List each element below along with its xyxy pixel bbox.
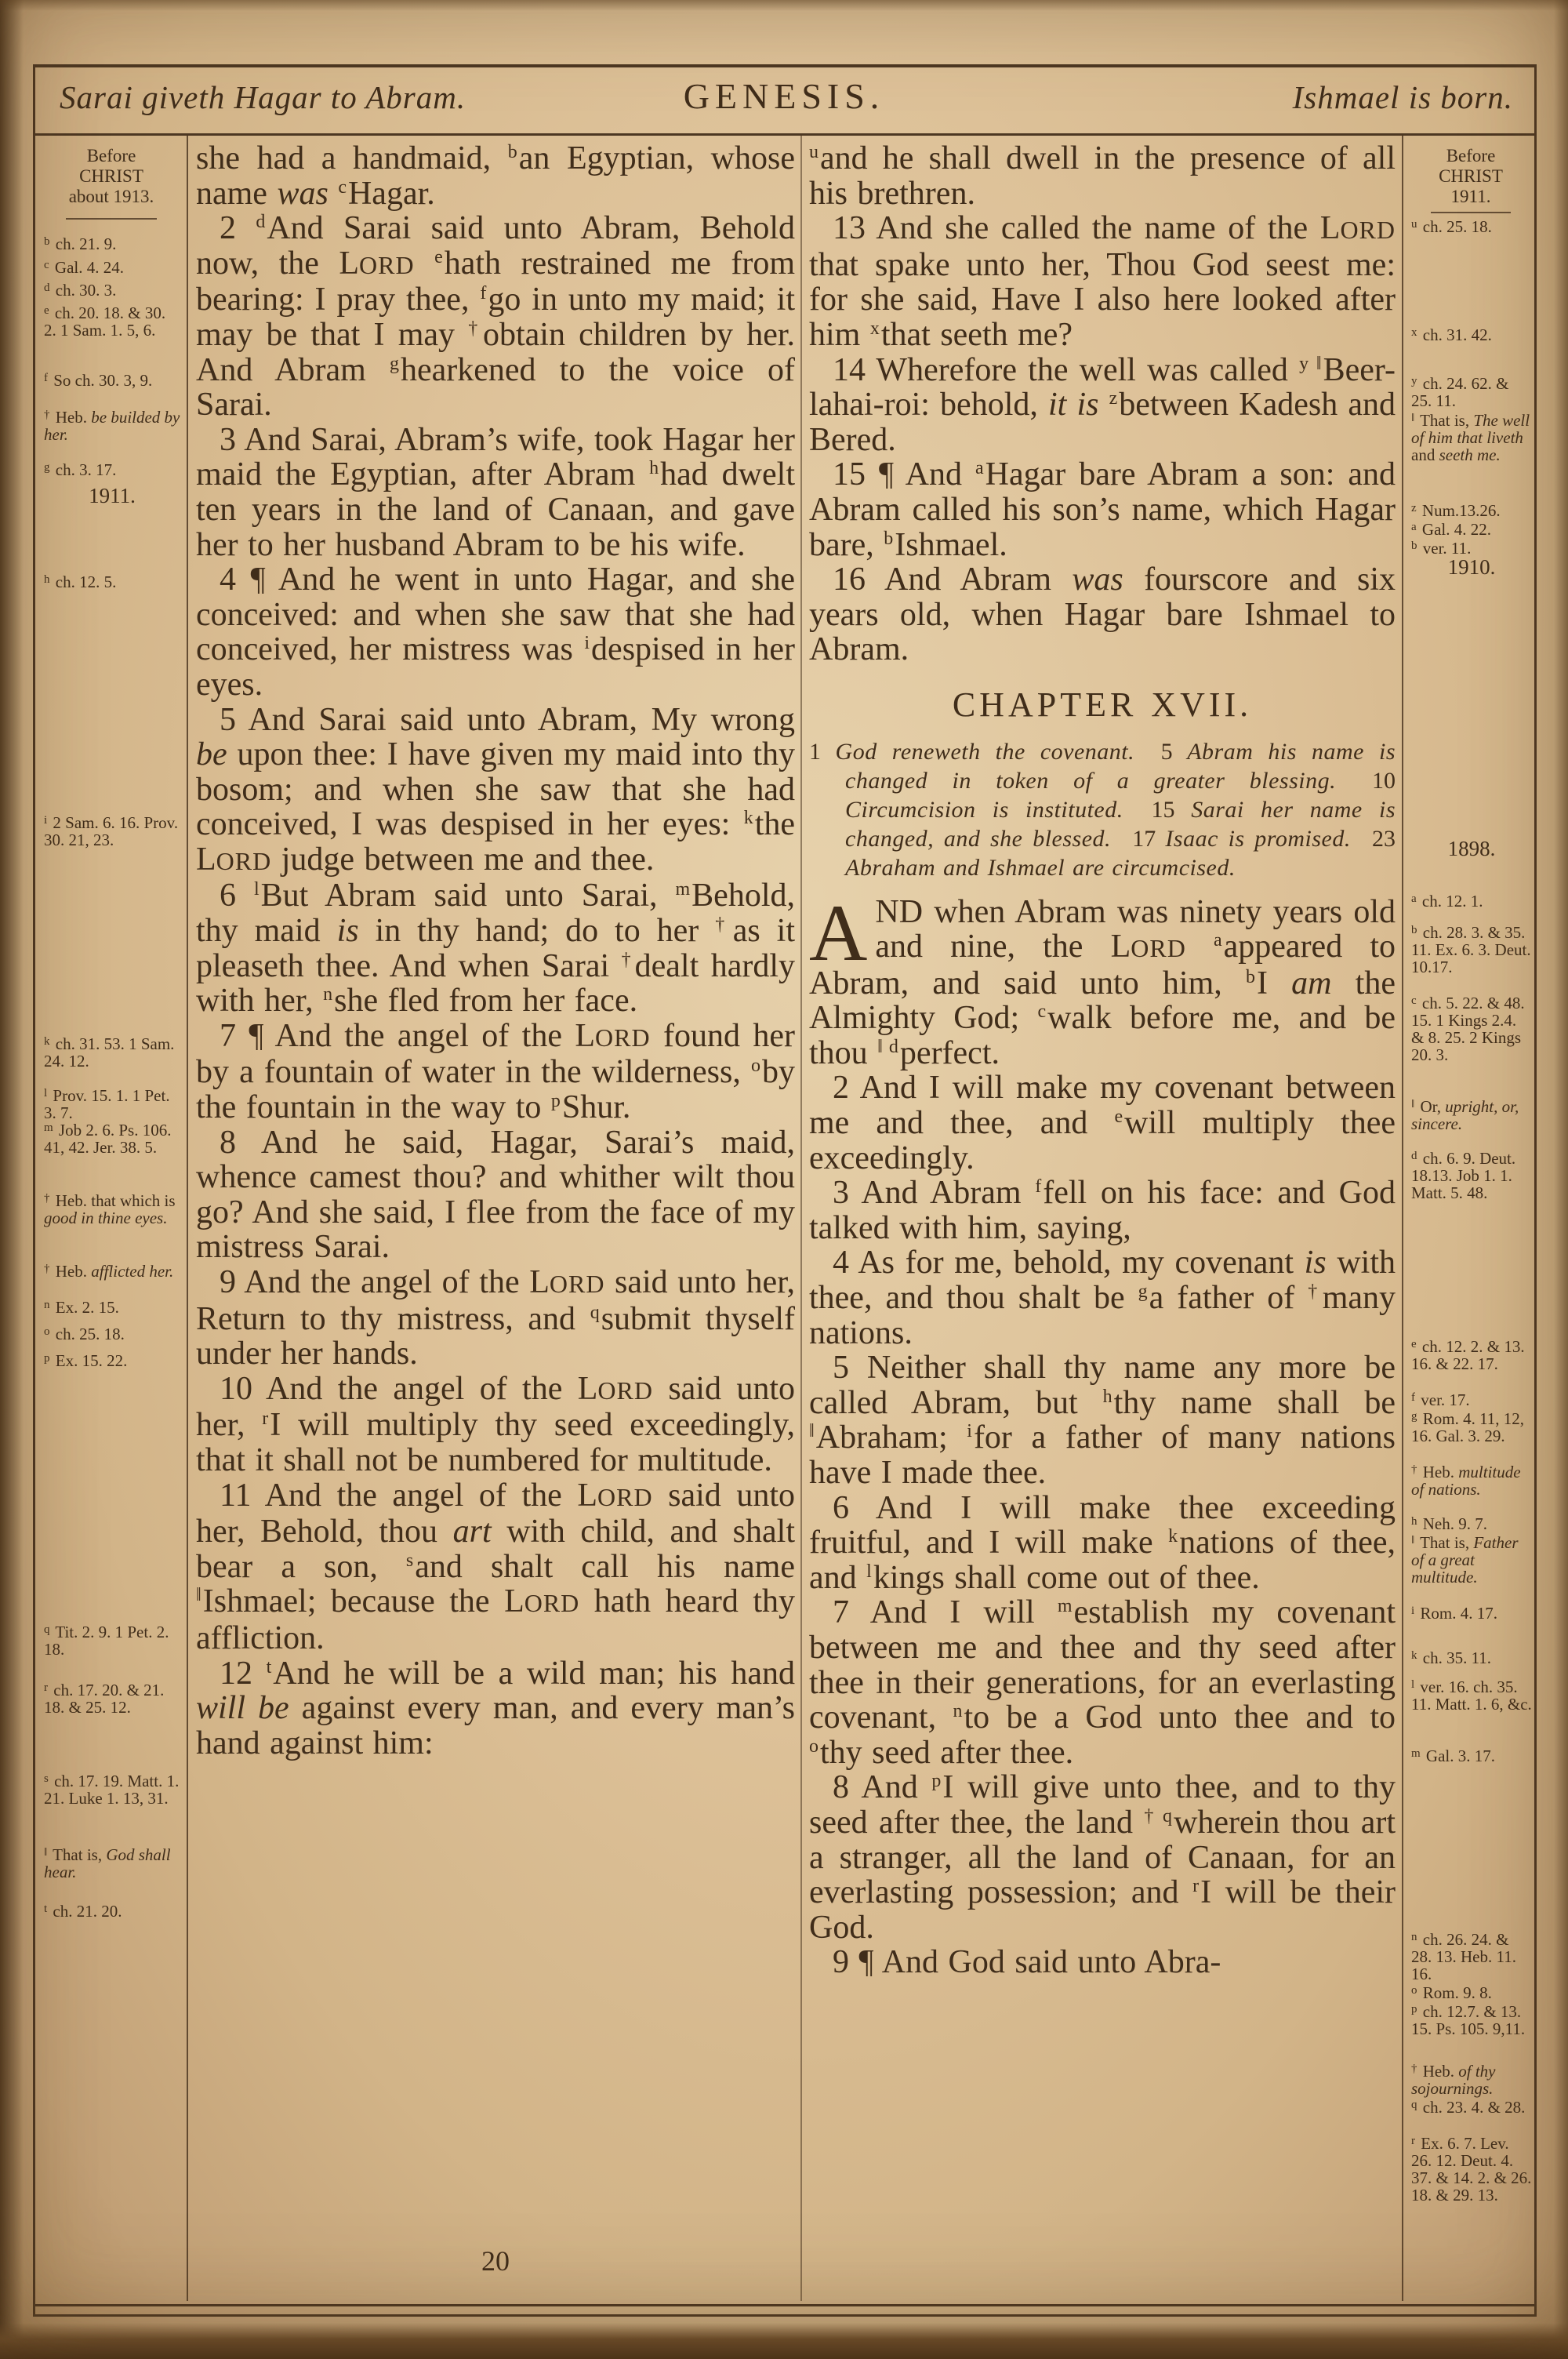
lord-small-caps: LORD (1110, 929, 1186, 965)
reference-mark: u (809, 142, 818, 162)
reference-mark: q (1411, 2099, 1417, 2111)
margin-note: $^b$ ver. 11. (1411, 539, 1472, 558)
reference-mark: e (1411, 1338, 1417, 1350)
margin-note: $^h$ ch. 12. 5. (44, 572, 117, 591)
reference-mark: l (44, 1087, 48, 1100)
margin-note: $^e$ ch. 20. 18. & 30. 2. 1 Sam. 1. 5, 6. (44, 304, 166, 340)
italic-text: am (1291, 965, 1332, 1001)
margin-note: $^a$ ch. 12. 1. (1411, 892, 1483, 911)
center-column-rule (800, 135, 802, 2301)
reference-mark: m (1411, 1747, 1421, 1760)
margin-note: $^k$ ch. 35. 11. (1411, 1648, 1492, 1667)
small-caps-tail: ORD (216, 846, 272, 875)
before-christ-heading-right: Before CHRIST 1911. (1439, 146, 1503, 206)
reference-mark: l (253, 879, 260, 900)
reference-mark: a (1411, 521, 1417, 533)
verse-paragraph: 11 And the angel of the LORD said unto her, Behold, thou art with child, and shalt bear a son, $^s$and shalt call his name ‖Ishmael; because the LORD hath heard thy affliction. (196, 1477, 795, 1656)
verse-paragraph: 6 $^l$But Abram said unto Sarai, $^m$Behold, thy maid is in thy hand; do to her †as it pleaseth thee. And when Sarai †dealt hardly with her, $^n$she fled from her face. (196, 878, 795, 1020)
verse-paragraph: 6 And I will make thee exceeding fruitful, and I will make $^k$nations of thee, and $^l$kings shall come out of thee. (809, 1489, 1396, 1596)
reference-mark: q (44, 1623, 50, 1636)
right-text-column (809, 141, 1396, 2259)
margin-note: $^p$ Ex. 15. 22. (44, 1351, 128, 1370)
reference-mark: ‖ (44, 1846, 48, 1859)
reference-mark: l (866, 1561, 872, 1582)
verse-paragraph: 7 And I will $^m$establish my covenant between me and thee and thy seed after thee in their generations, for an everlasting covenant, $^n$to be a God unto thee and to $^o$thy seed after thee. (809, 1594, 1396, 1771)
scan-edge-left (0, 0, 24, 2359)
lord-small-caps: LORD (529, 1264, 605, 1300)
reference-mark: h (44, 573, 50, 586)
margin-note: $^n$ Ex. 2. 15. (44, 1298, 119, 1317)
margin-note: $^o$ Rom. 9. 8. (1411, 1983, 1492, 2002)
small-caps-tail: ORD (595, 1023, 651, 1052)
small-caps-tail: ORD (1131, 934, 1186, 963)
margin-note: $^x$ ch. 31. 42. (1411, 325, 1492, 344)
reference-mark: x (1411, 326, 1417, 339)
italic-text: afflicted her. (91, 1262, 174, 1281)
reference-mark: g (44, 461, 50, 474)
page-number: 20 (481, 2245, 510, 2277)
left-margin-references (41, 140, 182, 2296)
scan-edge-right (1554, 0, 1568, 2359)
lord-small-caps: LORD (504, 1583, 580, 1620)
margin-note: $^b$ ch. 28. 3. & 35. 11. Ex. 6. 3. Deut. 10.17. (1411, 923, 1531, 976)
small-caps-tail: ORD (359, 250, 415, 279)
margin-note: $^c$ ch. 5. 22. & 48. 15. 1 Kings 2.4. & 8. 25. 2 Kings 20. 3. (1411, 994, 1525, 1064)
reference-mark: n (44, 1299, 50, 1311)
frame-right-rule (1534, 64, 1537, 2317)
before-christ-heading-left: Before CHRIST about 1913. (68, 146, 154, 206)
reference-mark: m (44, 1121, 53, 1134)
margin-note: $^m$ Job 2. 6. Ps. 106. 41, 42. Jer. 38. 5. (44, 1121, 172, 1157)
reference-mark: i (44, 814, 48, 827)
margin-note: $^k$ ch. 31. 53. 1 Sam. 24. 12. (44, 1034, 175, 1070)
reference-mark: † (1411, 2063, 1417, 2075)
lord-small-caps: LORD (577, 1370, 653, 1407)
verse-paragraph-continuation: $^u$and he shall dwell in the presence of all his brethren. (809, 141, 1396, 212)
reference-mark: k (44, 1035, 50, 1048)
margin-note: † Heb. be builded by her. (44, 408, 180, 444)
margin-note: † Heb. of thy sojournings. (1411, 2062, 1496, 2098)
italic-text: Abram his name is changed in token of a greater blessing. (845, 738, 1396, 794)
margin-note: $^a$ Gal. 4. 22. (1411, 520, 1491, 539)
margin-date: 1910. (1447, 555, 1496, 579)
reference-mark: ‖ (809, 1421, 815, 1442)
reference-mark: r (1192, 1876, 1200, 1897)
verse-paragraph: 8 And $^p$I will give unto thee, and to thy seed after thee, the land $^{\dagger q}$wherein thou art a stranger, all the land of Canaan, for an everlasting possession; and $^r$I will be their God. (809, 1769, 1396, 1946)
margin-note: $^o$ ch. 25. 18. (44, 1325, 125, 1343)
small-caps-tail: ORD (1340, 216, 1396, 245)
reference-mark: q (590, 1302, 600, 1323)
reference-mark: n (323, 984, 333, 1005)
reference-mark: d (256, 212, 266, 233)
reference-mark: l (1411, 1678, 1415, 1691)
verse-paragraph-continuation: she had a handmaid, $^b$an Egyptian, whose name was $^c$Hagar. (196, 141, 795, 212)
reference-mark: c (1037, 1001, 1047, 1023)
reference-mark: h (1411, 1515, 1417, 1528)
reference-mark: s (44, 1772, 49, 1785)
reference-mark: ‖ (1411, 1534, 1415, 1547)
reference-mark: x (869, 318, 880, 339)
verse-paragraph: 5 Neither shall thy name any more be called Abram, but $^h$thy name shall be ‖Abraham; $^i$for a father of many nations have I made thee. (809, 1350, 1396, 1491)
reference-mark: b (507, 142, 517, 162)
verse-paragraph: 7 ¶ And the angel of the LORD found her by a fountain of water in the wilderness, $^o$by the fountain in the way to $^p$Shur. (196, 1017, 795, 1126)
verse-paragraph: 12 $^t$And he will be a wild man; his hand will be against every man, and every man’s hand against him: (196, 1655, 795, 1761)
right-notes-column-rule (1402, 135, 1403, 2301)
reference-mark: † (621, 949, 633, 970)
reference-mark: † (1308, 1281, 1321, 1303)
margin-note: $^r$ Ex. 6. 7. Lev. 26. 12. Deut. 4. 37. & 14. 2. & 26. 18. & 29. 13. (1411, 2134, 1532, 2205)
reference-mark: z (1411, 502, 1417, 514)
reference-mark: n (953, 1701, 963, 1722)
margin-note: $^u$ ch. 25. 18. (1411, 217, 1492, 236)
italic-text: was (277, 175, 328, 212)
reference-mark: ‖ (1411, 1098, 1415, 1110)
italic-text: The well of him that liveth (1411, 411, 1530, 447)
margin-note: $^c$ Gal. 4. 24. (44, 258, 124, 277)
margin-date: 1911. (89, 484, 136, 507)
verse-paragraph: 8 And he said, Hagar, Sarai’s maid, whence camest thou? and whither wilt thou go? And she said, I flee from the face of my mistress Sarai. (196, 1124, 795, 1266)
margin-note: $^y$ ch. 24. 62. & 25. 11. (1411, 374, 1509, 410)
reference-mark: y ‖ (1299, 353, 1322, 374)
reference-mark: r (1411, 2135, 1415, 2147)
frame-top-rule (33, 64, 1537, 67)
reference-mark: r (262, 1408, 269, 1430)
margin-note: $^f$ So ch. 30. 3, 9. (44, 371, 153, 390)
italic-text: multitude of nations. (1411, 1463, 1521, 1499)
verse-paragraph: 5 And Sarai said unto Abram, My wrong be upon thee: I have given my maid into thy bosom; and when she saw that she had conceived, I was despised in her eyes: $^k$the LORD judge between me and thee. (196, 701, 795, 878)
reference-mark: e (434, 246, 443, 267)
margin-note: † Heb. that which is good in thine eyes. (44, 1191, 176, 1227)
header-right-title: Ishmael is born. (1292, 79, 1513, 115)
verse-paragraph: 10 And the angel of the LORD said unto her, $^r$I will multiply thy seed exceedingly, that it shall not be numbered for multitude. (196, 1370, 795, 1478)
reference-mark: b (1245, 966, 1255, 987)
italic-text: be (196, 736, 227, 773)
italic-text: Isaac is promised. (1165, 825, 1351, 852)
margin-note: $^r$ ch. 17. 20. & 21. 18. & 25. 12. (44, 1681, 165, 1717)
italic-text: will be (196, 1690, 289, 1727)
italic-text: Abraham and Ishmael are circumcised. (845, 854, 1236, 881)
reference-mark: f (1411, 1391, 1415, 1404)
lord-small-caps: LORD (1319, 210, 1396, 247)
verse-paragraph: 16 And Abram was fourscore and six years old, when Hagar bare Ishmael to Abram. (809, 562, 1396, 668)
italic-text: it is (1047, 387, 1099, 423)
reference-mark: f (1035, 1176, 1042, 1198)
reference-mark: † q (1144, 1805, 1173, 1826)
small-caps-tail: ORD (549, 1270, 605, 1298)
reference-mark: p (550, 1091, 561, 1112)
margin-note: $^e$ ch. 12. 2. & 13. 16. & 22. 17. (1411, 1337, 1525, 1373)
reference-mark: † (1411, 1463, 1417, 1476)
reference-mark: c (1411, 994, 1417, 1007)
reference-mark: p (44, 1352, 50, 1365)
header-book-title: GENESIS. (683, 76, 885, 116)
header-left-title: Sarai giveth Hagar to Abram. (60, 79, 466, 115)
chapter-heading: CHAPTER XVII. (952, 685, 1253, 724)
left-text-column (196, 141, 795, 2259)
reference-mark: a (1411, 892, 1417, 905)
lord-small-caps: LORD (575, 1017, 651, 1054)
header-divider-rule (33, 133, 1537, 136)
margin-note: $^f$ ver. 17. (1411, 1390, 1470, 1409)
verse-paragraph: 4 ¶ And he went in unto Hagar, and she conceived: and when she saw that she had conceived, her mistress was $^i$despised in her eyes. (196, 562, 795, 703)
right-margin-references (1408, 140, 1534, 2296)
reference-mark: † (44, 1263, 50, 1275)
reference-mark: k (743, 808, 753, 829)
italic-text: upright, or, sincere. (1411, 1097, 1519, 1133)
reference-mark: k (1168, 1526, 1178, 1547)
reference-mark: † (468, 318, 481, 339)
reference-mark: u (1411, 218, 1417, 231)
frame-left-rule (33, 64, 35, 2317)
margin-note: $^d$ ch. 6. 9. Deut. 18.13. Job 1. 1. Matt. 5. 48. (1411, 1149, 1516, 1202)
italic-text: God shall hear. (44, 1845, 171, 1881)
small-caps-tail: ORD (597, 1482, 653, 1511)
margin-heading-rule (66, 218, 156, 220)
margin-note: $^b$ ch. 21. 9. (44, 234, 117, 253)
reference-mark: r (44, 1681, 48, 1694)
italic-text: is (336, 913, 359, 950)
verse-paragraph: 13 And she called the name of the LORD that spake unto her, Thou God seest me: for she said, Have I also here looked after him $^x$that seeth me? (809, 210, 1396, 353)
reference-mark: i (967, 1421, 972, 1442)
reference-mark: b (44, 235, 50, 248)
verse-paragraph: 9 ¶ And God said unto Abra- (833, 1944, 1221, 1981)
reference-mark: s (405, 1550, 414, 1571)
margin-note: $^g$ Rom. 4. 11, 12, 16. Gal. 3. 29. (1411, 1409, 1525, 1445)
reference-mark: o (44, 1325, 50, 1338)
verse-paragraph: 2 $^d$And Sarai said unto Abram, Behold now, the LORD $^e$hath restrained me from bearing: I pray thee, $^f$go in unto my maid; it may be that I may †obtain children by her. And Abram $^g$hearkened to the voice of Sarai. (196, 210, 795, 423)
verse-paragraph: 15 ¶ And $^a$Hagar bare Abram a son: and Abram called his son’s name, which Hagar bare, $^b$Ishmael. (809, 456, 1396, 563)
reference-mark: ‖ (196, 1585, 201, 1606)
reference-mark: z (1109, 388, 1118, 409)
reference-mark: f (44, 372, 48, 384)
frame-bottom-rule-inner (33, 2314, 1537, 2317)
reference-mark: b (884, 528, 894, 549)
drop-cap: A (809, 888, 868, 978)
reference-mark: n (1411, 1931, 1417, 1943)
lord-small-caps: LORD (577, 1477, 653, 1514)
margin-note: ‖ Or, upright, or, sincere. (1411, 1097, 1519, 1133)
margin-note: $^l$ ver. 16. ch. 35. 11. Matt. 1. 6, &c. (1411, 1677, 1532, 1714)
reference-mark: m (1057, 1596, 1073, 1617)
reference-mark: i (1411, 1605, 1415, 1617)
italic-text: is (1304, 1245, 1327, 1281)
reference-mark: t (44, 1903, 48, 1915)
margin-note: $^g$ ch. 3. 17. (44, 460, 117, 479)
reference-mark: g (389, 353, 399, 374)
lord-small-caps: LORD (196, 841, 272, 878)
verse-paragraph: 4 As for me, behold, my covenant is with thee, and thou shalt be $^g$a father of †many nations. (809, 1245, 1396, 1351)
reference-mark: † (44, 1192, 50, 1205)
margin-note: $^q$ ch. 23. 4. & 28. (1411, 2098, 1526, 2117)
lord-small-caps: LORD (339, 245, 415, 282)
reference-mark: i (584, 633, 590, 654)
margin-note: $^i$ Rom. 4. 17. (1411, 1604, 1498, 1623)
reference-mark: a (1213, 930, 1222, 951)
margin-note: $^d$ ch. 30. 3. (44, 281, 117, 300)
reference-mark: e (44, 304, 49, 317)
margin-note: $^t$ ch. 21. 20. (44, 1902, 122, 1921)
italic-text: be builded by her. (44, 408, 180, 444)
reference-mark: y (1411, 375, 1417, 387)
verse-paragraph-dropcap: AND when Abram was ninety years old and nine, the LORD $^a$appeared to Abram, and said unto him, $^b$I am the Almighty God; $^c$walk before me, and be thou $^{‖ d}$perfect. (809, 888, 1396, 1071)
reference-mark: e (1114, 1107, 1123, 1128)
margin-note: $^q$ Tit. 2. 9. 1 Pet. 2. 18. (44, 1623, 169, 1659)
verse-paragraph: 9 And the angel of the LORD said unto her, Return to thy mistress, and $^q$submit thyself under her hands. (196, 1264, 795, 1372)
reference-mark: d (44, 282, 50, 294)
chapter-summary: 1 God reneweth the covenant. 5 Abram his name is changed in token of a greater blessing. 10 Circumcision is instituted. 15 Sarai her name is changed, and she blessed. 17 Isaac is promised. 23 Abraham and Ishmael are circumcised. (809, 738, 1396, 881)
scan-edge-bottom (0, 2323, 1568, 2359)
reference-mark: a (975, 458, 984, 479)
reference-mark: t (266, 1656, 272, 1677)
reference-mark: k (1411, 1649, 1417, 1662)
margin-date: 1898. (1447, 837, 1496, 860)
reference-mark: d (1411, 1150, 1417, 1162)
reference-mark: † (715, 914, 731, 936)
scan-edge-top (0, 0, 1568, 11)
italic-text: Circumcision is instituted. (845, 796, 1123, 823)
reference-mark: o (1411, 1984, 1417, 1997)
left-notes-column-rule (187, 135, 188, 2301)
small-caps-tail: ORD (524, 1589, 580, 1618)
margin-note: $^z$ Num.13.26. (1411, 501, 1501, 520)
reference-mark: p (931, 1771, 942, 1792)
margin-note: $^i$ 2 Sam. 6. 16. Prov. 30. 21, 23. (44, 813, 179, 849)
verse-paragraph: 3 And Abram $^f$fell on his face: and God talked with him, saying, (809, 1175, 1396, 1246)
reference-mark: b (1411, 924, 1417, 936)
reference-mark: g (1138, 1281, 1148, 1303)
margin-note: ‖ That is, The well of him that liveth and seeth me. (1411, 411, 1530, 464)
verse-paragraph: 2 And I will make my covenant between me and thee, and $^e$will multiply thee exceedingly. (809, 1070, 1396, 1176)
margin-note: ‖ That is, Father of a great multitude. (1411, 1533, 1519, 1587)
frame-bottom-rule-outer (33, 2304, 1537, 2306)
margin-note: $^p$ ch. 12.7. & 13. 15. Ps. 105. 9,11. (1411, 2002, 1526, 2038)
verse-paragraph: 14 Wherefore the well was called $^{y ‖}$Beer-lahai-roi: behold, it is $^z$between Kadesh and Bered. (809, 351, 1396, 458)
reference-mark: m (675, 879, 691, 900)
margin-note: $^h$ Neh. 9. 7. (1411, 1514, 1487, 1533)
reference-mark: h (1102, 1386, 1112, 1407)
margin-note: $^m$ Gal. 3. 17. (1411, 1747, 1495, 1765)
italic-text: was (1072, 562, 1123, 598)
italic-text: good in thine eyes. (44, 1209, 168, 1227)
margin-note: ‖ That is, God shall hear. (44, 1845, 171, 1881)
reference-mark: g (1411, 1410, 1417, 1423)
reference-mark: ‖ (1411, 412, 1415, 424)
running-header (50, 72, 1518, 127)
reference-mark: † (44, 409, 50, 421)
reference-mark: f (480, 283, 487, 304)
reference-mark: ‖ d (877, 1036, 898, 1057)
italic-text: Sarai her name is changed, and she blessed. (845, 796, 1396, 852)
verse-paragraph: 3 And Sarai, Abram’s wife, took Hagar her maid the Egyptian, after Abram $^h$had dwelt ten years in the land of Canaan, and gave her to her husband Abram to be his wife. (196, 421, 795, 563)
margin-note: $^s$ ch. 17. 19. Matt. 1. 21. Luke 1. 13, 31. (44, 1772, 180, 1808)
italic-text: Father of a great multitude. (1411, 1533, 1519, 1587)
reference-mark: c (44, 259, 49, 271)
margin-note: $^n$ ch. 26. 24. & 28. 13. Heb. 11. 16. (1411, 1930, 1516, 1983)
italic-text: God reneweth the covenant. (835, 738, 1135, 765)
reference-mark: o (809, 1736, 818, 1757)
italic-text: art (452, 1514, 492, 1550)
small-caps-tail: ORD (597, 1376, 653, 1405)
reference-mark: o (751, 1056, 760, 1077)
italic-text: seeth me. (1439, 445, 1501, 464)
margin-note: † Heb. multitude of nations. (1411, 1463, 1521, 1499)
margin-note: $^l$ Prov. 15. 1. 1 Pet. 3. 7. (44, 1086, 170, 1122)
margin-note: † Heb. afflicted her. (44, 1262, 174, 1281)
reference-mark: h (649, 458, 659, 479)
reference-mark: b (1411, 540, 1417, 552)
reference-mark: p (1411, 2003, 1417, 2016)
reference-mark: c (338, 176, 347, 198)
italic-text: of thy sojournings. (1411, 2062, 1496, 2098)
margin-heading-rule (1431, 212, 1511, 213)
